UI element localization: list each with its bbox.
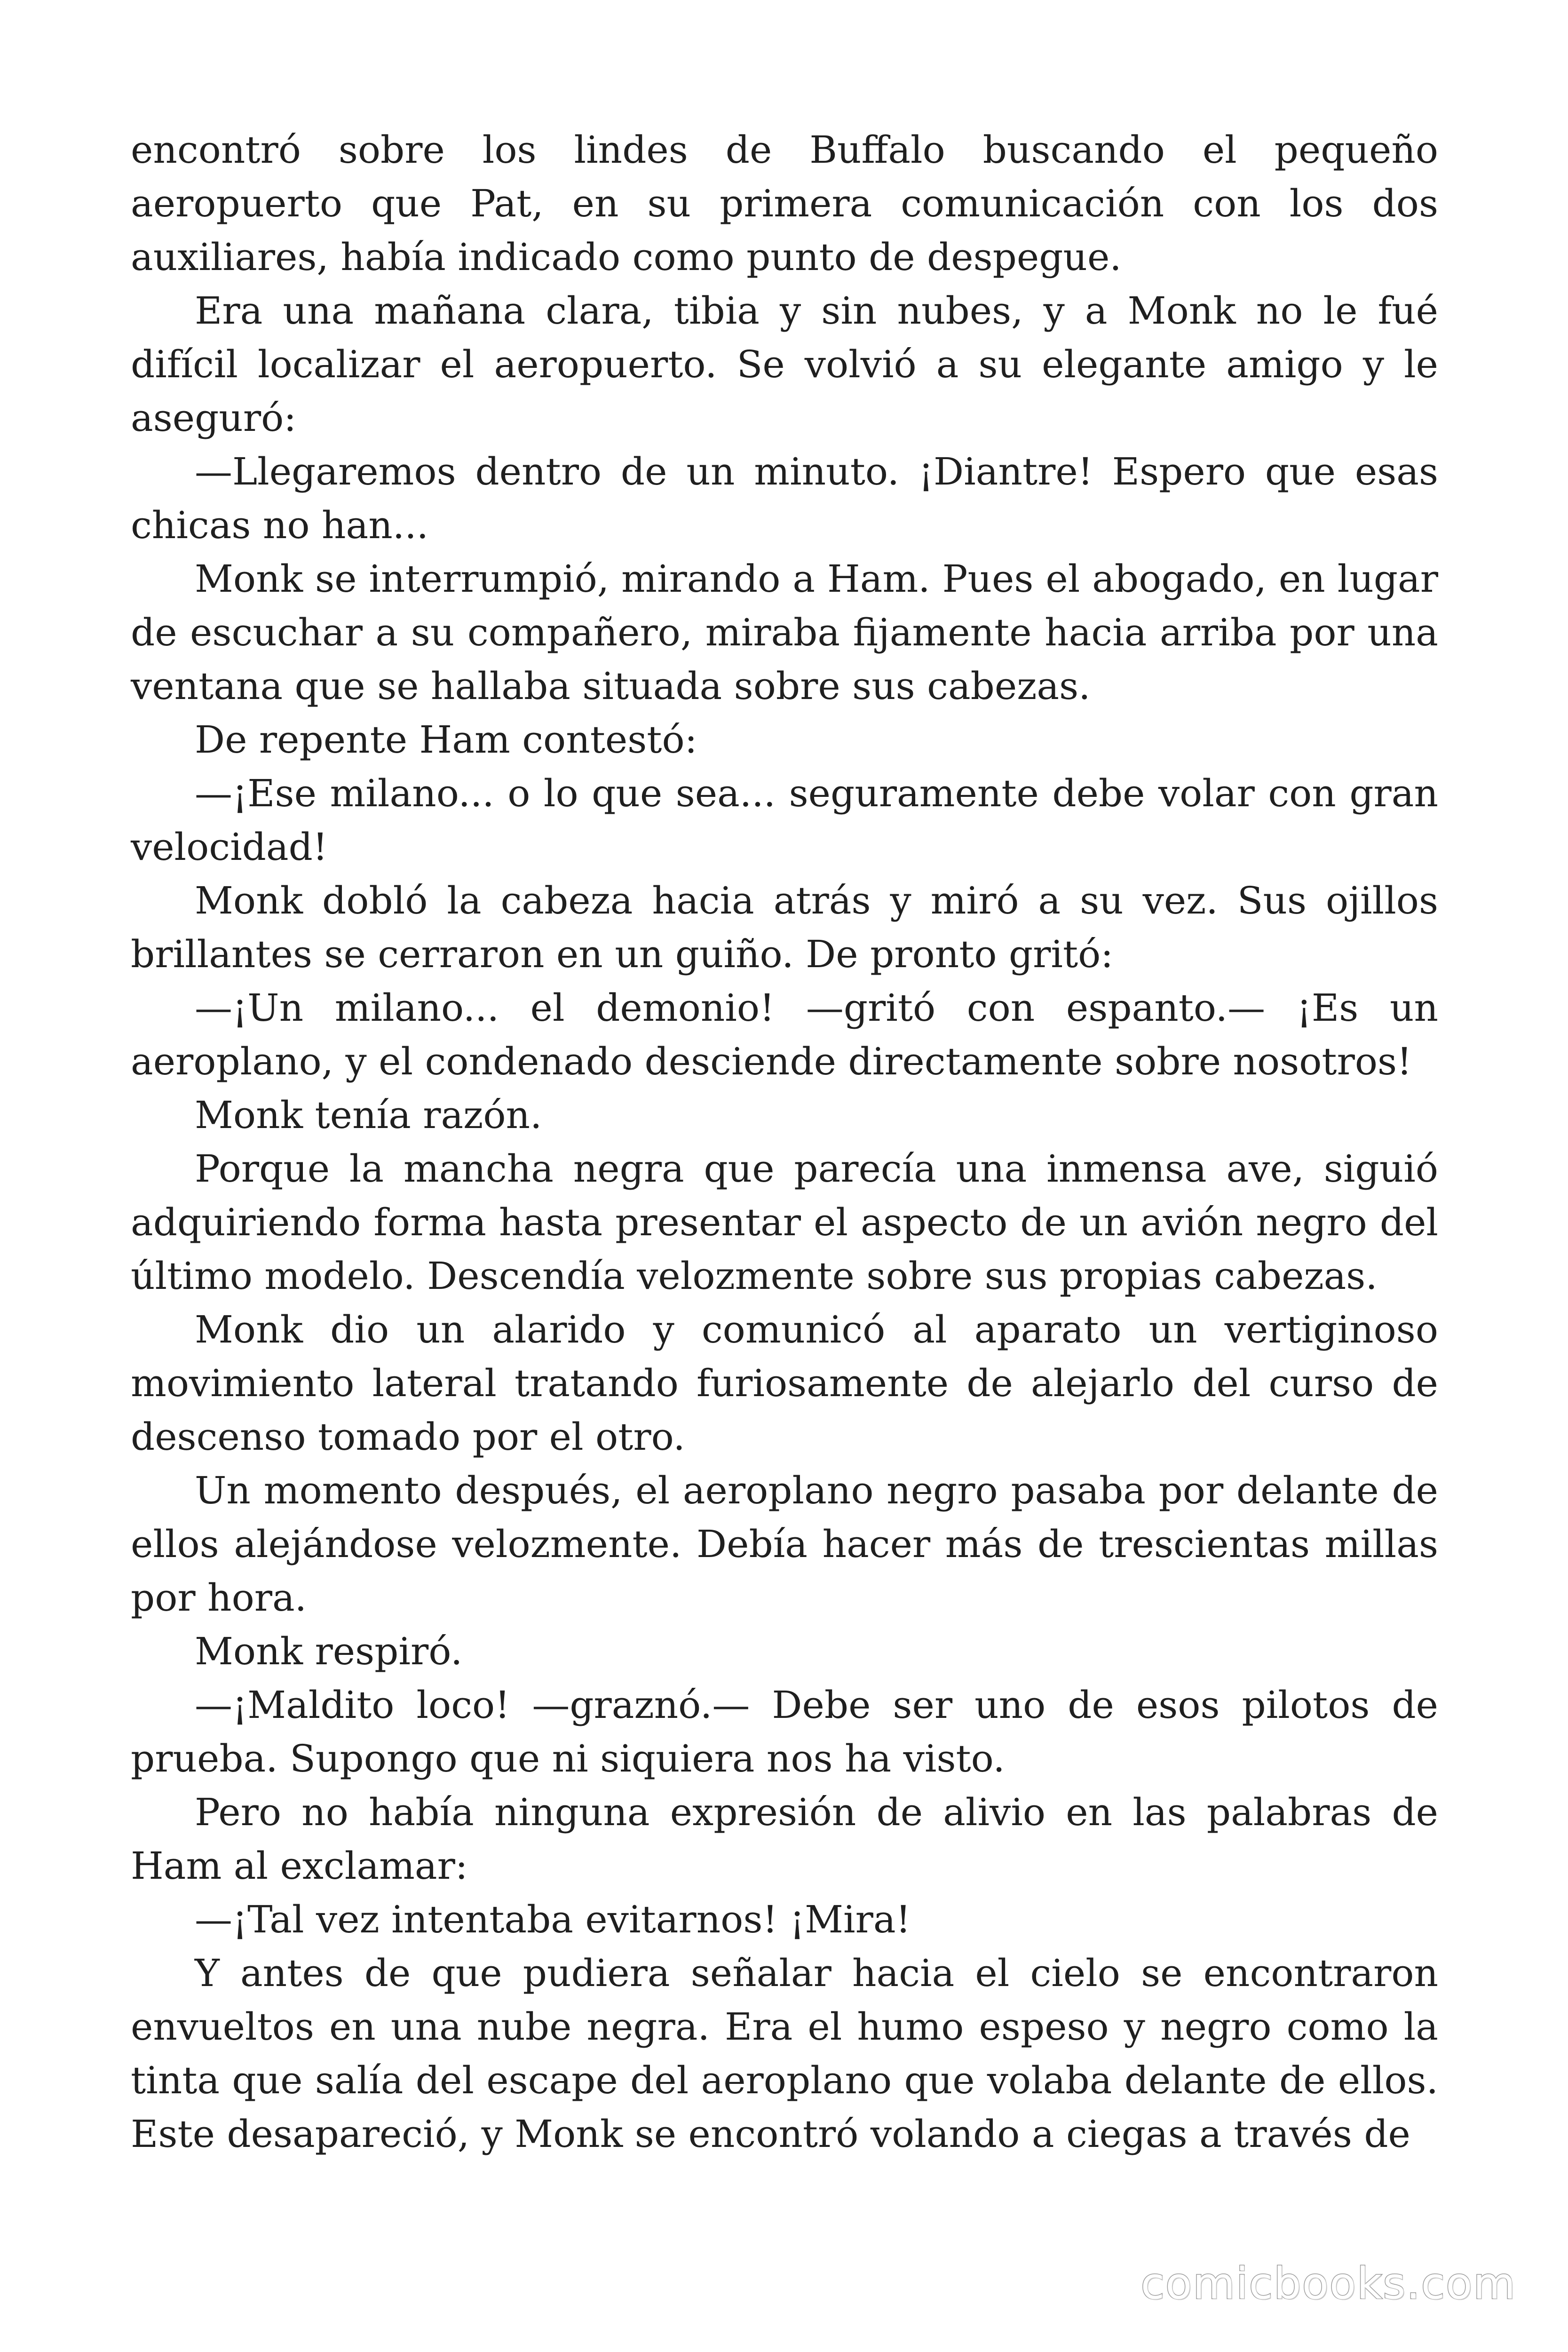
paragraph-11: Monk dio un alarido y comunicó al aparato un vertiginoso movimiento lateral tratando furiosamente de alejarlo del curso de descenso tomado por el otro.: [131, 1308, 1438, 1459]
paragraph-15: Pero no había ninguna expresión de alivio en las palabras de Ham al exclamar:: [131, 1790, 1438, 1888]
paragraph-9: Monk tenía razón.: [195, 1093, 542, 1137]
paragraph-6: —¡Ese milano... o lo que sea... seguramente debe volar con gran velocidad!: [131, 771, 1438, 869]
paragraph-17: Y antes de que pudiera señalar hacia el cielo se encontraron envueltos en una nube negra. Era el humo espeso y negro como la tinta que salía del escape del aeroplano que volaba delante de ellos. Este desapareció, y Monk se encontró volando a ciegas a través de: [131, 1951, 1438, 2156]
paragraph-7: Monk dobló la cabeza hacia atrás y miró a su vez. Sus ojillos brillantes se cerraron en un guiño. De pronto gritó:: [131, 879, 1438, 976]
watermark: comicbooks.com: [1140, 2258, 1516, 2309]
paragraph-2: Era una mañana clara, tibia y sin nubes, y a Monk no le fué difícil localizar el aeropuerto. Se volvió a su elegante amigo y le aseguró:: [131, 289, 1438, 440]
paragraph-13: Monk respiró.: [195, 1629, 463, 1673]
paragraph-12: Un momento después, el aeroplano negro pasaba por delante de ellos alejándose velozmente. Debía hacer más de trescientas millas por hora.: [131, 1469, 1438, 1620]
paragraph-14: —¡Maldito loco! —graznó.— Debe ser uno de esos pilotos de prueba. Supongo que ni siquiera nos ha visto.: [131, 1683, 1438, 1780]
paragraph-4: Monk se interrumpió, mirando a Ham. Pues el abogado, en lugar de escuchar a su compañero, miraba fijamente hacia arriba por una ventana que se hallaba situada sobre sus cabezas.: [131, 557, 1438, 708]
page-text: [131, 123, 1438, 2161]
paragraph-3: —Llegaremos dentro de un minuto. ¡Diantre! Espero que esas chicas no han...: [131, 450, 1438, 547]
paragraph-1: encontró sobre los lindes de Buffalo buscando el pequeño aeropuerto que Pat, en su primera comunicación con los dos auxiliares, había indicado como punto de despegue.: [131, 128, 1438, 279]
paragraph-16: —¡Tal vez intentaba evitarnos! ¡Mira!: [195, 1898, 911, 1941]
paragraph-10: Porque la mancha negra que parecía una inmensa ave, siguió adquiriendo forma hasta presentar el aspecto de un avión negro del último modelo. Descendía velozmente sobre sus propias cabezas.: [131, 1147, 1438, 1298]
paragraph-5: De repente Ham contestó:: [195, 718, 697, 762]
paragraph-8: —¡Un milano... el demonio! —gritó con espanto.— ¡Es un aeroplano, y el condenado desciende directamente sobre nosotros!: [131, 986, 1438, 1083]
